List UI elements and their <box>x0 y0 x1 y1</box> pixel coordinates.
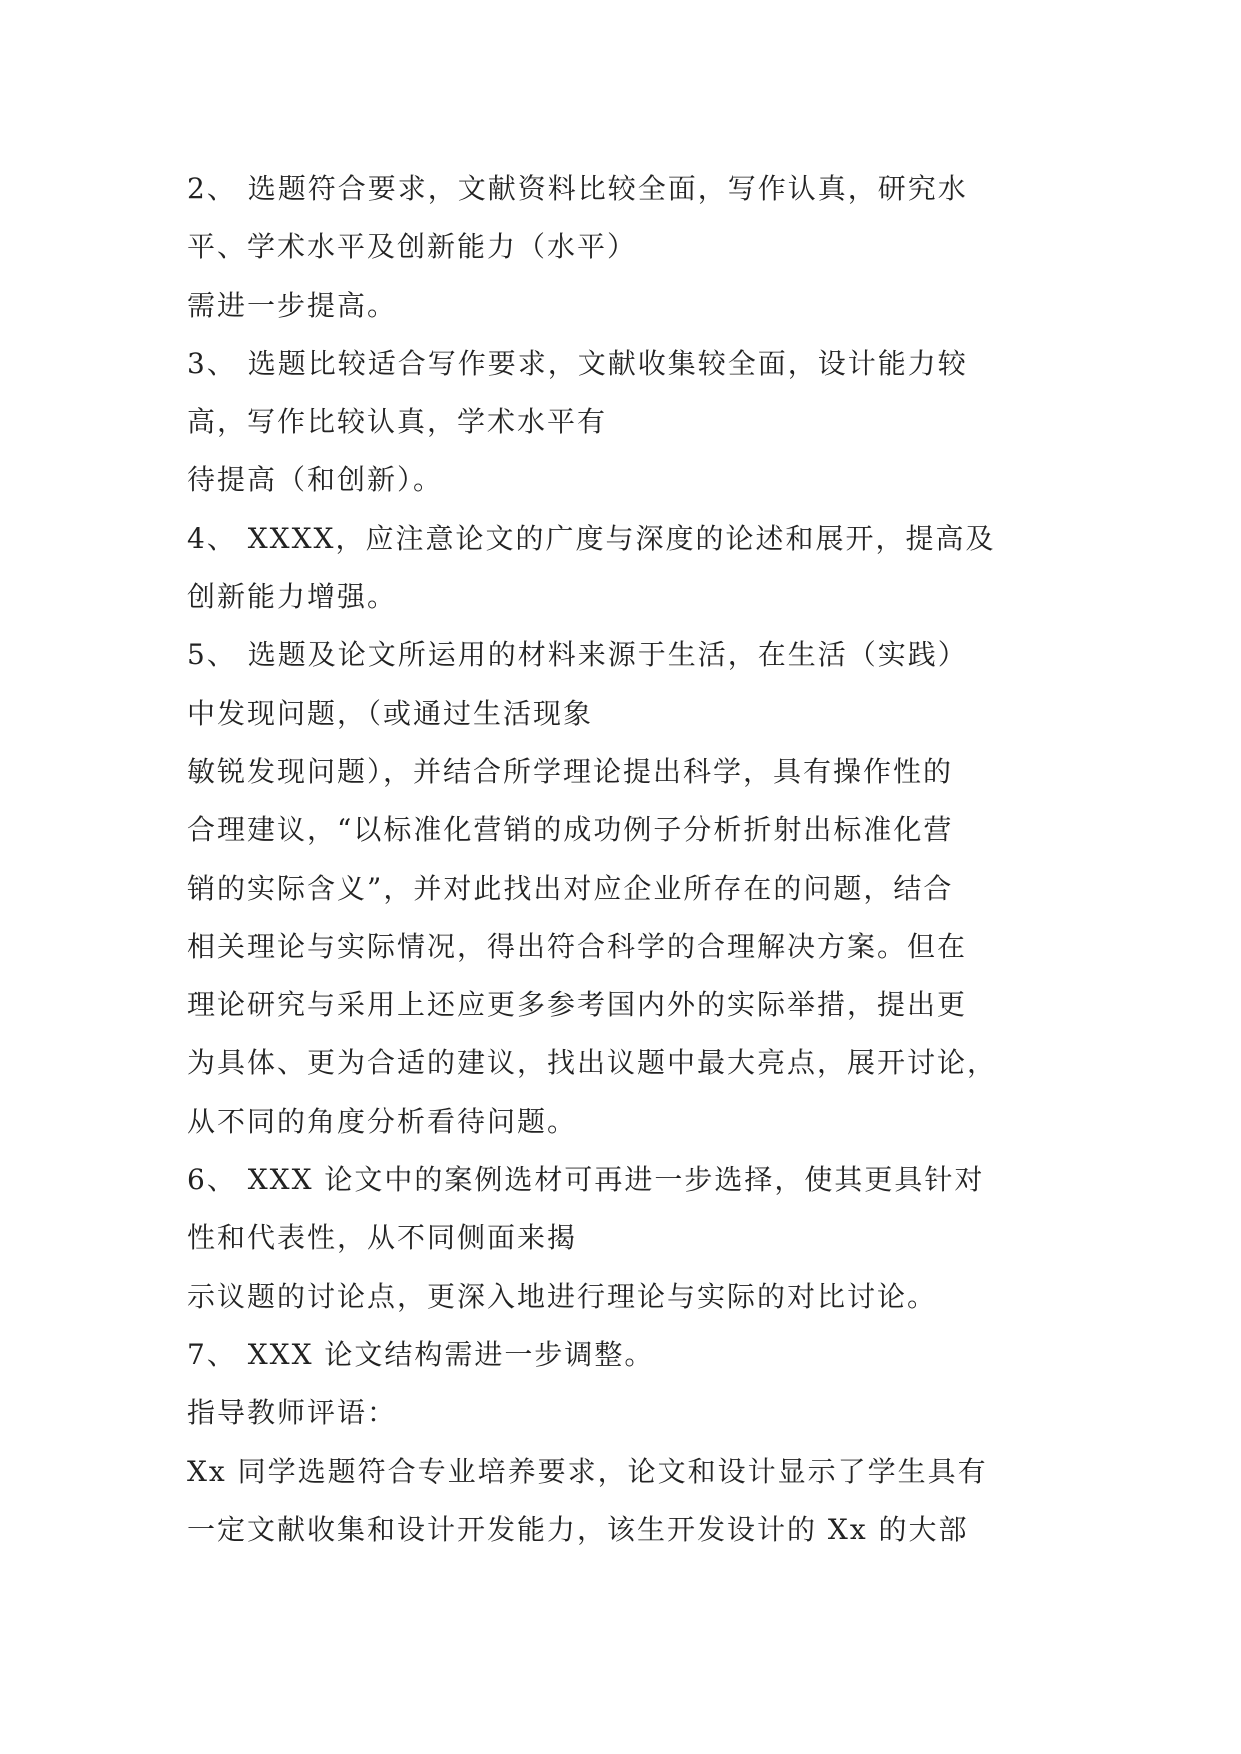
text-line: 3、 选题比较适合写作要求，文献收集较全面，设计能力较 <box>187 346 968 380</box>
text-line: 相关理论与实际情况，得出符合科学的合理解决方案。但在 <box>187 929 968 963</box>
text-line: 6、 XXX 论文中的案例选材可再进一步选择，使其更具针对 <box>187 1163 985 1197</box>
text-line: 待提高（和创新）。 <box>187 463 444 497</box>
text-line: 指导教师评语： <box>187 1396 398 1430</box>
document-body <box>187 160 1067 1559</box>
text-line: 从不同的角度分析看待问题。 <box>187 1104 578 1138</box>
text-line: 2、 选题符合要求，文献资料比较全面，写作认真，研究水 <box>187 172 968 205</box>
text-line: 一定文献收集和设计开发能力，该生开发设计的 Xx 的大部 <box>187 1512 969 1546</box>
text-line: 性和代表性，从不同侧面来揭 <box>187 1221 578 1255</box>
text-line: 敏锐发现问题），并结合所学理论提出科学，具有操作性的 <box>187 754 954 788</box>
text-line: 理论研究与采用上还应更多参考国内外的实际举措，提出更 <box>187 988 968 1022</box>
text-line: 5、 选题及论文所运用的材料来源于生活，在生活（实践） <box>187 638 968 672</box>
text-line: 平、学术水平及创新能力（水平） <box>187 230 638 264</box>
text-line: Xx 同学选题符合专业培养要求，论文和设计显示了学生具有 <box>187 1454 988 1488</box>
text-line: 需进一步提高。 <box>187 288 398 322</box>
text-line: 示议题的讨论点，更深入地进行理论与实际的对比讨论。 <box>187 1279 938 1313</box>
text-line: 销的实际含义”，并对此找出对应企业所存在的问题，结合 <box>187 871 954 905</box>
text-line: 7、 XXX 论文结构需进一步调整。 <box>187 1337 655 1371</box>
text-line: 4、 XXXX，应注意论文的广度与深度的论述和展开，提高及 <box>187 521 996 555</box>
text-line: 为具体、更为合适的建议，找出议题中最大亮点，展开讨论， <box>187 1046 998 1080</box>
text-line: 创新能力增强。 <box>187 580 398 614</box>
text-line: 合理建议，“以标准化营销的成功例子分析折射出标准化营 <box>187 813 954 847</box>
text-line: 高，写作比较认真，学术水平有 <box>187 405 608 439</box>
text-line: 中发现问题，（或通过生活现象 <box>187 696 594 730</box>
